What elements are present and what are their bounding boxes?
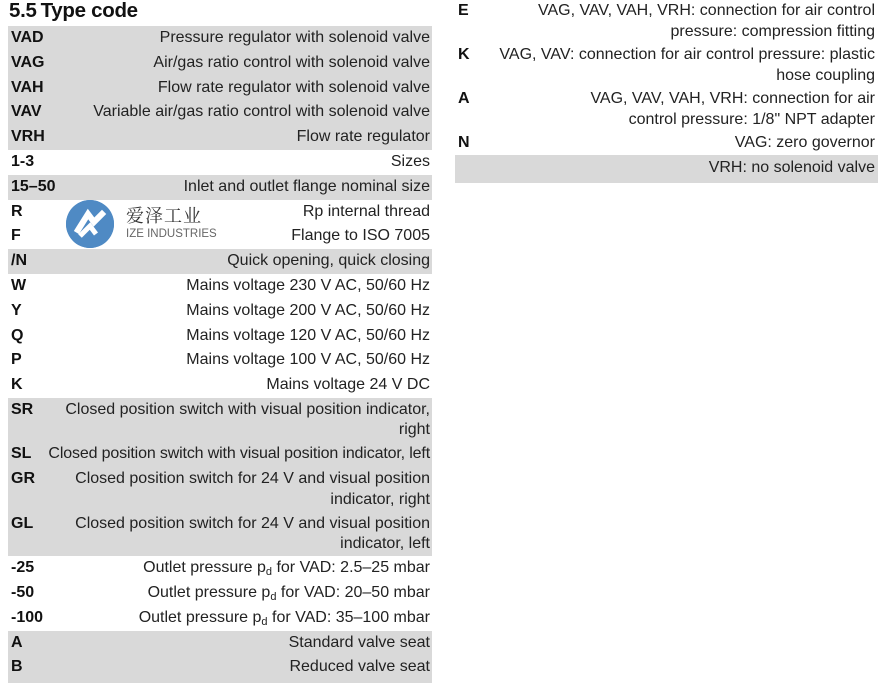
code: K	[11, 376, 23, 394]
description: VRH: no solenoid valve	[708, 159, 875, 176]
description: Outlet pressure $p_d$ for VAD: 2.5–25 mbar	[143, 559, 430, 579]
table-row	[8, 467, 432, 512]
description: Mains voltage 200 V AC, 50/60 Hz	[186, 301, 430, 319]
code: SR	[11, 400, 34, 418]
table-row	[8, 398, 432, 443]
description: Closed position switch for 24 V and visual position indicator, right	[75, 470, 430, 508]
code: Y	[11, 301, 22, 319]
code: -25	[11, 559, 35, 577]
code: VAD	[11, 29, 44, 46]
table-row	[8, 348, 432, 373]
table-row	[8, 100, 432, 125]
section-number: 5.5	[9, 0, 37, 22]
table-row	[8, 175, 432, 200]
section-title-text: Type code	[40, 0, 138, 22]
description: Outlet pressure $p_d$ for VAD: 35–100 mbar	[138, 608, 430, 628]
description: Sizes	[390, 152, 430, 170]
code: -50	[11, 584, 35, 602]
code: E	[458, 2, 469, 19]
table-row	[8, 76, 432, 101]
table-row	[8, 631, 432, 656]
code: VAV	[11, 103, 42, 121]
table-row	[8, 274, 432, 299]
table-row	[8, 581, 432, 606]
description: Air/gas ratio control with solenoid valve	[153, 53, 430, 71]
description: Flange to ISO 7005	[291, 227, 430, 245]
description: Flow rate regulator	[296, 128, 430, 146]
description: Closed position switch for 24 V and visual position indicator, left	[75, 514, 430, 553]
table-row	[8, 150, 432, 175]
code: W	[11, 276, 27, 294]
description: Quick opening, quick closing	[227, 252, 430, 270]
description: Pressure regulator with solenoid valve	[159, 29, 430, 46]
table-row	[8, 224, 432, 249]
description: Rp internal thread	[302, 202, 430, 220]
code: A	[458, 90, 470, 107]
description: VAG: zero governor	[734, 134, 875, 151]
table-row	[8, 442, 432, 467]
description: Closed position switch with visual position indicator, right	[65, 400, 430, 439]
description: Standard valve seat	[288, 633, 430, 651]
logo-name-cn: 爱泽工业	[126, 206, 202, 227]
table-row	[8, 125, 432, 150]
code: VAG	[11, 53, 45, 71]
code: N	[458, 134, 470, 151]
description: Mains voltage 24 V DC	[266, 376, 430, 394]
code: /N	[11, 252, 27, 270]
table-row	[8, 51, 432, 76]
table-row	[455, 0, 878, 44]
description: Flow rate regulator with solenoid valve	[157, 78, 430, 96]
code: 1-3	[11, 152, 35, 170]
description: Mains voltage 120 V AC, 50/60 Hz	[186, 326, 430, 344]
table-row	[8, 512, 432, 557]
code: -100	[11, 608, 44, 626]
description: Closed position switch with visual position indicator, left	[48, 445, 430, 463]
table-row	[8, 324, 432, 349]
description: Mains voltage 230 V AC, 50/60 Hz	[186, 276, 430, 294]
type-code-table-right	[455, 0, 878, 183]
code: B	[11, 658, 23, 676]
table-row	[455, 155, 878, 183]
section-title	[9, 0, 138, 23]
code: F	[11, 227, 21, 245]
description: Outlet pressure $p_d$ for VAD: 20–50 mbar	[147, 584, 430, 604]
description: VAG, VAV, VAH, VRH: connection for air control pressure: compression fitting	[537, 2, 875, 40]
type-code-table-left	[8, 26, 432, 683]
table-row	[8, 26, 432, 51]
code: Q	[11, 326, 24, 344]
code: A	[11, 633, 23, 651]
table-row	[8, 373, 432, 398]
table-row	[8, 200, 432, 225]
table-row	[455, 44, 878, 88]
table-row	[455, 88, 878, 132]
description: VAG, VAV: connection for air control pressure: plastic hose coupling	[499, 46, 875, 84]
table-row	[8, 606, 432, 631]
table-row	[8, 655, 432, 683]
table-row	[8, 249, 432, 274]
table-row	[8, 556, 432, 581]
code: GR	[11, 470, 35, 488]
code: SL	[11, 445, 32, 463]
description: Variable air/gas ratio control with solenoid valve	[93, 103, 430, 121]
code: R	[11, 202, 23, 220]
table-row	[455, 132, 878, 155]
description: Reduced valve seat	[289, 658, 430, 676]
table-row	[8, 299, 432, 324]
code: K	[458, 46, 470, 63]
code: VAH	[11, 78, 44, 96]
logo-name-en: IZE INDUSTRIES	[126, 228, 217, 240]
code: VRH	[11, 128, 45, 146]
description: Inlet and outlet flange nominal size	[183, 177, 430, 195]
code: 15–50	[11, 177, 56, 195]
code: GL	[11, 514, 34, 532]
description: VAG, VAV, VAH, VRH: connection for air control pressure: 1/8" NPT adapter	[590, 90, 875, 128]
description: Mains voltage 100 V AC, 50/60 Hz	[186, 351, 430, 369]
code: P	[11, 351, 22, 369]
